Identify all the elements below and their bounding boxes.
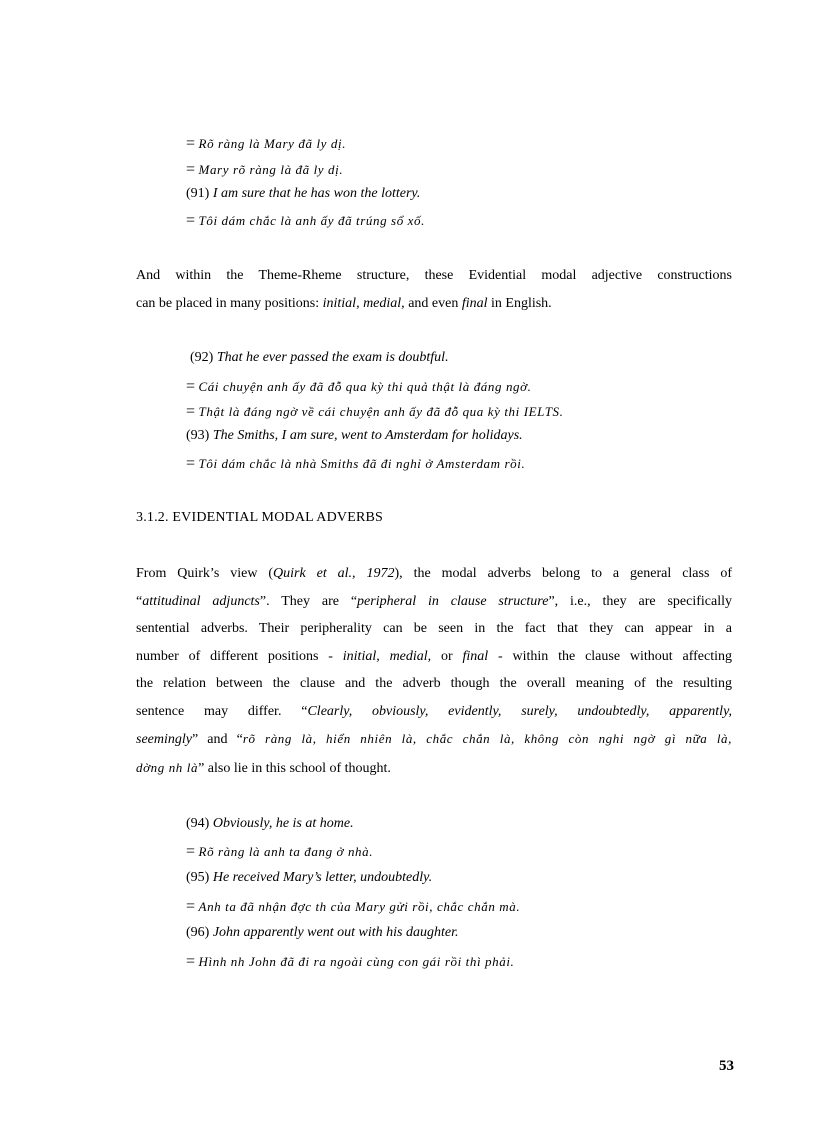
example-line	[190, 349, 449, 367]
equals-sign: =	[186, 898, 196, 915]
equals-sign: =	[186, 212, 196, 229]
paragraph-line	[136, 290, 732, 318]
text-run: ” also lie in this school of thought.	[198, 760, 391, 776]
example-number: (96)	[186, 925, 210, 940]
paragraph-line	[136, 698, 732, 726]
italic-run: initial, medial,	[322, 295, 405, 311]
vietnamese-translation: Hình nh John đã đi ra ngoài cùng con gái rồi thì phải.	[198, 954, 515, 969]
example-number: (91)	[186, 186, 210, 201]
text-run: - within the clause without affecting	[488, 648, 732, 664]
italic-run: final	[462, 648, 489, 664]
example-line	[186, 898, 520, 917]
example-number: (93)	[186, 428, 210, 443]
example-line	[186, 135, 346, 154]
italic-run: Quirk et al., 1972	[273, 566, 395, 581]
example-line	[186, 815, 354, 833]
paragraph-line	[136, 560, 732, 588]
paragraph-line	[136, 725, 732, 754]
equals-sign: =	[186, 378, 196, 395]
equals-sign: =	[186, 161, 196, 178]
italic-run: seemingly	[136, 732, 192, 747]
paragraph-line: And within the Theme-Rheme structure, these Evidential modal adjective constructions	[136, 268, 732, 283]
italic-run: attitudinal adjuncts	[142, 593, 260, 609]
vietnamese-translation: Cái chuyện anh ấy đã đỗ qua kỳ thi quả thật là đáng ngờ.	[198, 379, 532, 394]
english-example: I am sure that he has won the lottery.	[212, 186, 421, 201]
english-example: That he ever passed the exam is doubtful.	[216, 350, 449, 365]
example-number: (94)	[186, 816, 210, 831]
example-number: (95)	[186, 870, 210, 885]
text-run: ” and “	[191, 732, 243, 747]
text-run: or	[431, 648, 463, 664]
english-example: The Smiths, I am sure, went to Amsterdam for holidays.	[212, 428, 523, 443]
text-run: number of different positions -	[136, 648, 343, 664]
text-run: and even	[404, 295, 462, 311]
paragraph-line: sentential adverbs. Their peripherality can be seen in the fact that they can appear in a	[136, 621, 732, 636]
italic-run: final	[461, 295, 488, 311]
body-paragraph	[136, 560, 732, 782]
equals-sign: =	[186, 135, 196, 152]
vietnamese-translation: Tôi dám chắc là nhà Smiths đã đi nghỉ ở Amsterdam rồi.	[198, 456, 526, 471]
equals-sign: =	[186, 843, 196, 860]
body-paragraph	[136, 262, 732, 317]
italic-run: initial, medial,	[342, 648, 432, 664]
italic-run: dờng nh là	[136, 759, 199, 775]
example-line	[186, 403, 564, 422]
text-run: From Quirk’s view (	[136, 566, 274, 581]
example-line	[186, 924, 458, 942]
example-line	[186, 953, 514, 972]
equals-sign: =	[186, 953, 196, 970]
text-run: ”, i.e., they are specifically	[548, 593, 732, 609]
paragraph-line	[136, 643, 732, 671]
text-run: ), the modal adverbs belong to a general class of	[394, 566, 733, 581]
vietnamese-translation: Rõ ràng là Mary đã ly dị.	[198, 136, 347, 151]
text-run: in English.	[487, 295, 552, 311]
text-run: ”. They are “	[259, 593, 358, 609]
example-line	[186, 427, 523, 445]
example-line	[186, 185, 420, 203]
example-number: (92)	[190, 350, 214, 365]
english-example: He received Mary’s letter, undoubtedly.	[212, 870, 433, 885]
text-run: can be placed in many positions:	[136, 295, 323, 311]
english-example: John apparently went out with his daughter.	[212, 925, 459, 940]
example-line	[186, 378, 532, 397]
example-line	[186, 212, 425, 231]
text-run: sentence may differ. “	[136, 703, 308, 719]
section-heading: 3.1.2. EVIDENTIAL MODAL ADVERBS	[136, 510, 384, 525]
equals-sign: =	[186, 455, 196, 472]
vietnamese-translation: Tôi dám chắc là anh ấy đã trúng sổ xố.	[198, 213, 425, 228]
italic-run: peripheral in clause structure	[357, 593, 549, 609]
equals-sign: =	[186, 403, 196, 420]
paragraph-line	[136, 588, 732, 616]
example-line	[186, 161, 343, 180]
example-line	[186, 843, 373, 862]
italic-run: Clearly, obviously, evidently, surely, undoubtedly, apparently,	[307, 703, 733, 719]
paragraph-line: the relation between the clause and the adverb though the overall meaning of the resulting	[136, 676, 732, 691]
page-number: 53	[719, 1058, 734, 1074]
vietnamese-translation: Anh ta đã nhận đợc th của Mary gửi rồi, chắc chắn mà.	[198, 899, 521, 914]
paragraph-line	[136, 754, 732, 783]
text-run: “	[136, 593, 143, 609]
vietnamese-translation: Mary rõ ràng là đã ly dị.	[198, 162, 344, 177]
english-example: Obviously, he is at home.	[212, 816, 354, 831]
vietnamese-translation: Rõ ràng là anh ta đang ở nhà.	[198, 844, 374, 859]
italic-run: rõ ràng là, hiển nhiên là, chắc chắn là, không còn nghi ngờ gì nữa là,	[242, 731, 732, 746]
example-line	[186, 455, 525, 474]
vietnamese-translation: Thật là đáng ngờ về cái chuyện anh ấy đã đỗ qua kỳ thi IELTS.	[198, 404, 564, 419]
example-line	[186, 869, 432, 887]
